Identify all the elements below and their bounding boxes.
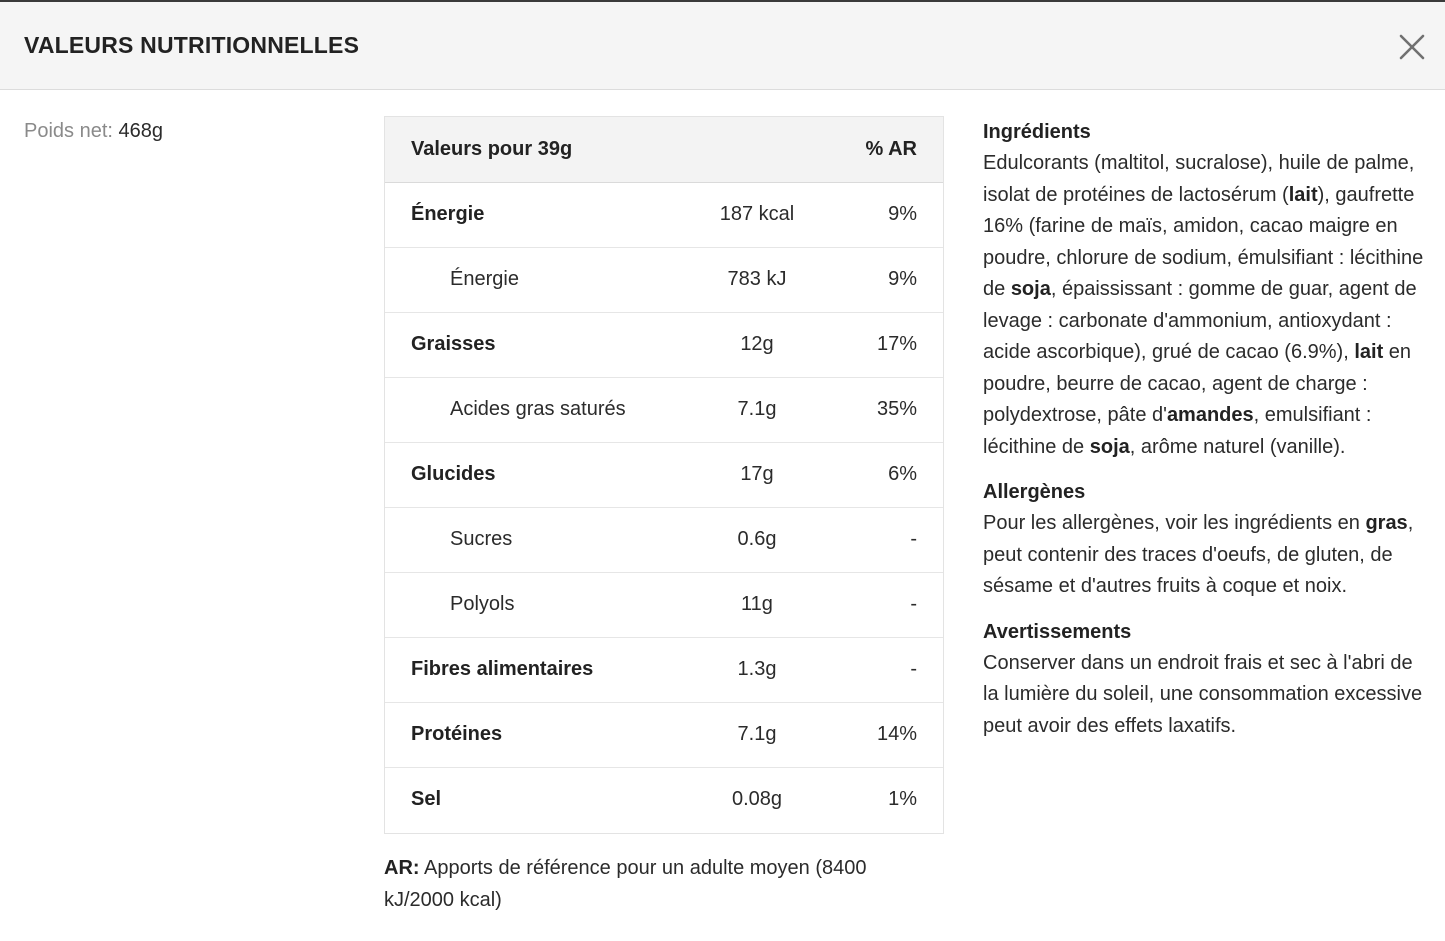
- text-segment: Pour les allergènes, voir les ingrédients en: [983, 512, 1366, 534]
- allergens-heading: Allergènes: [983, 481, 1086, 503]
- nutrition-row: [385, 768, 943, 833]
- nutrient-amount: 1.3g: [737, 658, 777, 680]
- ar-footnote-text: Apports de référence pour un adulte moyen (8400 kJ/2000 kcal): [384, 857, 867, 911]
- text-segment: Edulcorants (maltitol, sucralose), huile de palme, isolat de protéines de lactosérum (: [983, 152, 1415, 206]
- allergen-highlight: soja: [1089, 435, 1130, 458]
- net-weight-value: 468g: [118, 120, 164, 142]
- nutrient-name: Polyols: [450, 593, 515, 615]
- text-segment: , épaississant : gomme de guar, agent de levage : carbonate d'ammonium, antioxydant : acide ascorbique), grué de cacao (6.9%),: [983, 278, 1417, 363]
- net-weight-label: Poids net:: [24, 120, 119, 142]
- nutrient-name: Fibres alimentaires: [411, 658, 594, 680]
- nutrient-ar-percent: 35%: [876, 398, 917, 420]
- text-segment: , arôme naturel (vanille).: [1129, 435, 1346, 458]
- nutrition-row: [385, 703, 943, 768]
- nutrient-amount: 7.1g: [737, 723, 777, 745]
- nutrition-table-body: [385, 183, 943, 833]
- allergen-highlight: lait: [1288, 183, 1318, 206]
- nutrient-ar-percent: 17%: [876, 333, 917, 355]
- nutrient-name: Énergie: [411, 203, 485, 225]
- nutrient-name: Glucides: [411, 463, 496, 485]
- nutrient-ar-percent: -: [910, 528, 917, 550]
- nutrition-row: [385, 508, 943, 573]
- nutrient-name: Acides gras saturés: [450, 398, 626, 420]
- allergens-text: [983, 508, 1428, 603]
- nutrient-amount: 187 kcal: [719, 203, 795, 225]
- nutrition-row: [385, 378, 943, 443]
- nutrient-amount: 11g: [741, 593, 773, 615]
- allergen-highlight: gras: [1365, 512, 1408, 534]
- nutrition-row: [385, 248, 943, 313]
- ingredients-text: [983, 148, 1428, 463]
- nutrient-ar-percent: 1%: [888, 788, 917, 810]
- warnings-text: Conserver dans un endroit frais et sec à l'abri de la lumière du soleil, une consommation excessive peut avoir des effets laxatifs.: [983, 651, 1423, 737]
- ingredients-heading: Ingrédients: [983, 121, 1091, 143]
- nutrient-amount: 17g: [740, 463, 774, 485]
- nutrition-row: [385, 313, 943, 378]
- nutrition-table-header: [385, 117, 943, 183]
- nutrient-ar-percent: -: [910, 593, 917, 615]
- close-icon: [1393, 28, 1431, 66]
- ar-footnote: [384, 852, 924, 916]
- nutrition-row: [385, 183, 943, 248]
- close-button[interactable]: [1393, 28, 1431, 66]
- ingredients-section: [983, 116, 1428, 463]
- nutrient-amount: 12g: [740, 333, 774, 355]
- text-segment: ), gaufrette 16% (farine de maïs, amidon, cacao maigre en poudre, chlorure de sodium, émulsifiant : lécithine de: [983, 183, 1424, 300]
- ar-column-header: % AR: [865, 138, 917, 160]
- nutrient-name: Graisses: [411, 333, 496, 355]
- nutrient-amount: 0.08g: [731, 788, 783, 810]
- modal-title: VALEURS NUTRITIONNELLES: [24, 32, 360, 58]
- nutrient-amount: 7.1g: [737, 398, 777, 420]
- nutrient-ar-percent: -: [910, 658, 917, 680]
- warnings-heading: Avertissements: [983, 620, 1132, 643]
- nutrient-ar-percent: 14%: [876, 723, 917, 745]
- nutrition-row: [385, 573, 943, 638]
- allergen-highlight: lait: [1354, 341, 1384, 363]
- text-segment: , emulsifiant : lécithine de: [983, 404, 1372, 458]
- warnings-section: [983, 616, 1428, 743]
- nutrient-name: Sel: [411, 788, 442, 810]
- nutrient-ar-percent: 6%: [888, 463, 917, 485]
- allergens-section: [983, 476, 1428, 603]
- modal-header: [0, 2, 1445, 90]
- net-weight: [24, 120, 163, 143]
- allergen-highlight: amandes: [1166, 404, 1254, 426]
- text-segment: , peut contenir des traces d'oeufs, de gluten, de sésame et d'autres fruits à coque et noix.: [983, 512, 1414, 597]
- nutrient-name: Sucres: [450, 528, 513, 550]
- ar-footnote-label: AR:: [384, 857, 420, 879]
- nutrition-row: [385, 638, 943, 703]
- nutrition-row: [385, 443, 943, 508]
- nutrition-table: [384, 116, 944, 834]
- nutrient-name: Énergie: [450, 268, 519, 290]
- product-info: [983, 116, 1428, 755]
- allergen-highlight: soja: [1010, 278, 1051, 300]
- nutrient-ar-percent: 9%: [888, 268, 917, 290]
- nutrient-name: Protéines: [411, 723, 503, 745]
- serving-size-label: Valeurs pour 39g: [411, 138, 573, 160]
- nutrient-amount: 0.6g: [737, 528, 777, 550]
- nutrient-ar-percent: 9%: [888, 203, 917, 225]
- nutrient-amount: 783 kJ: [727, 268, 787, 290]
- text-segment: en poudre, beurre de cacao, agent de charge : polydextrose, pâte d': [983, 341, 1412, 426]
